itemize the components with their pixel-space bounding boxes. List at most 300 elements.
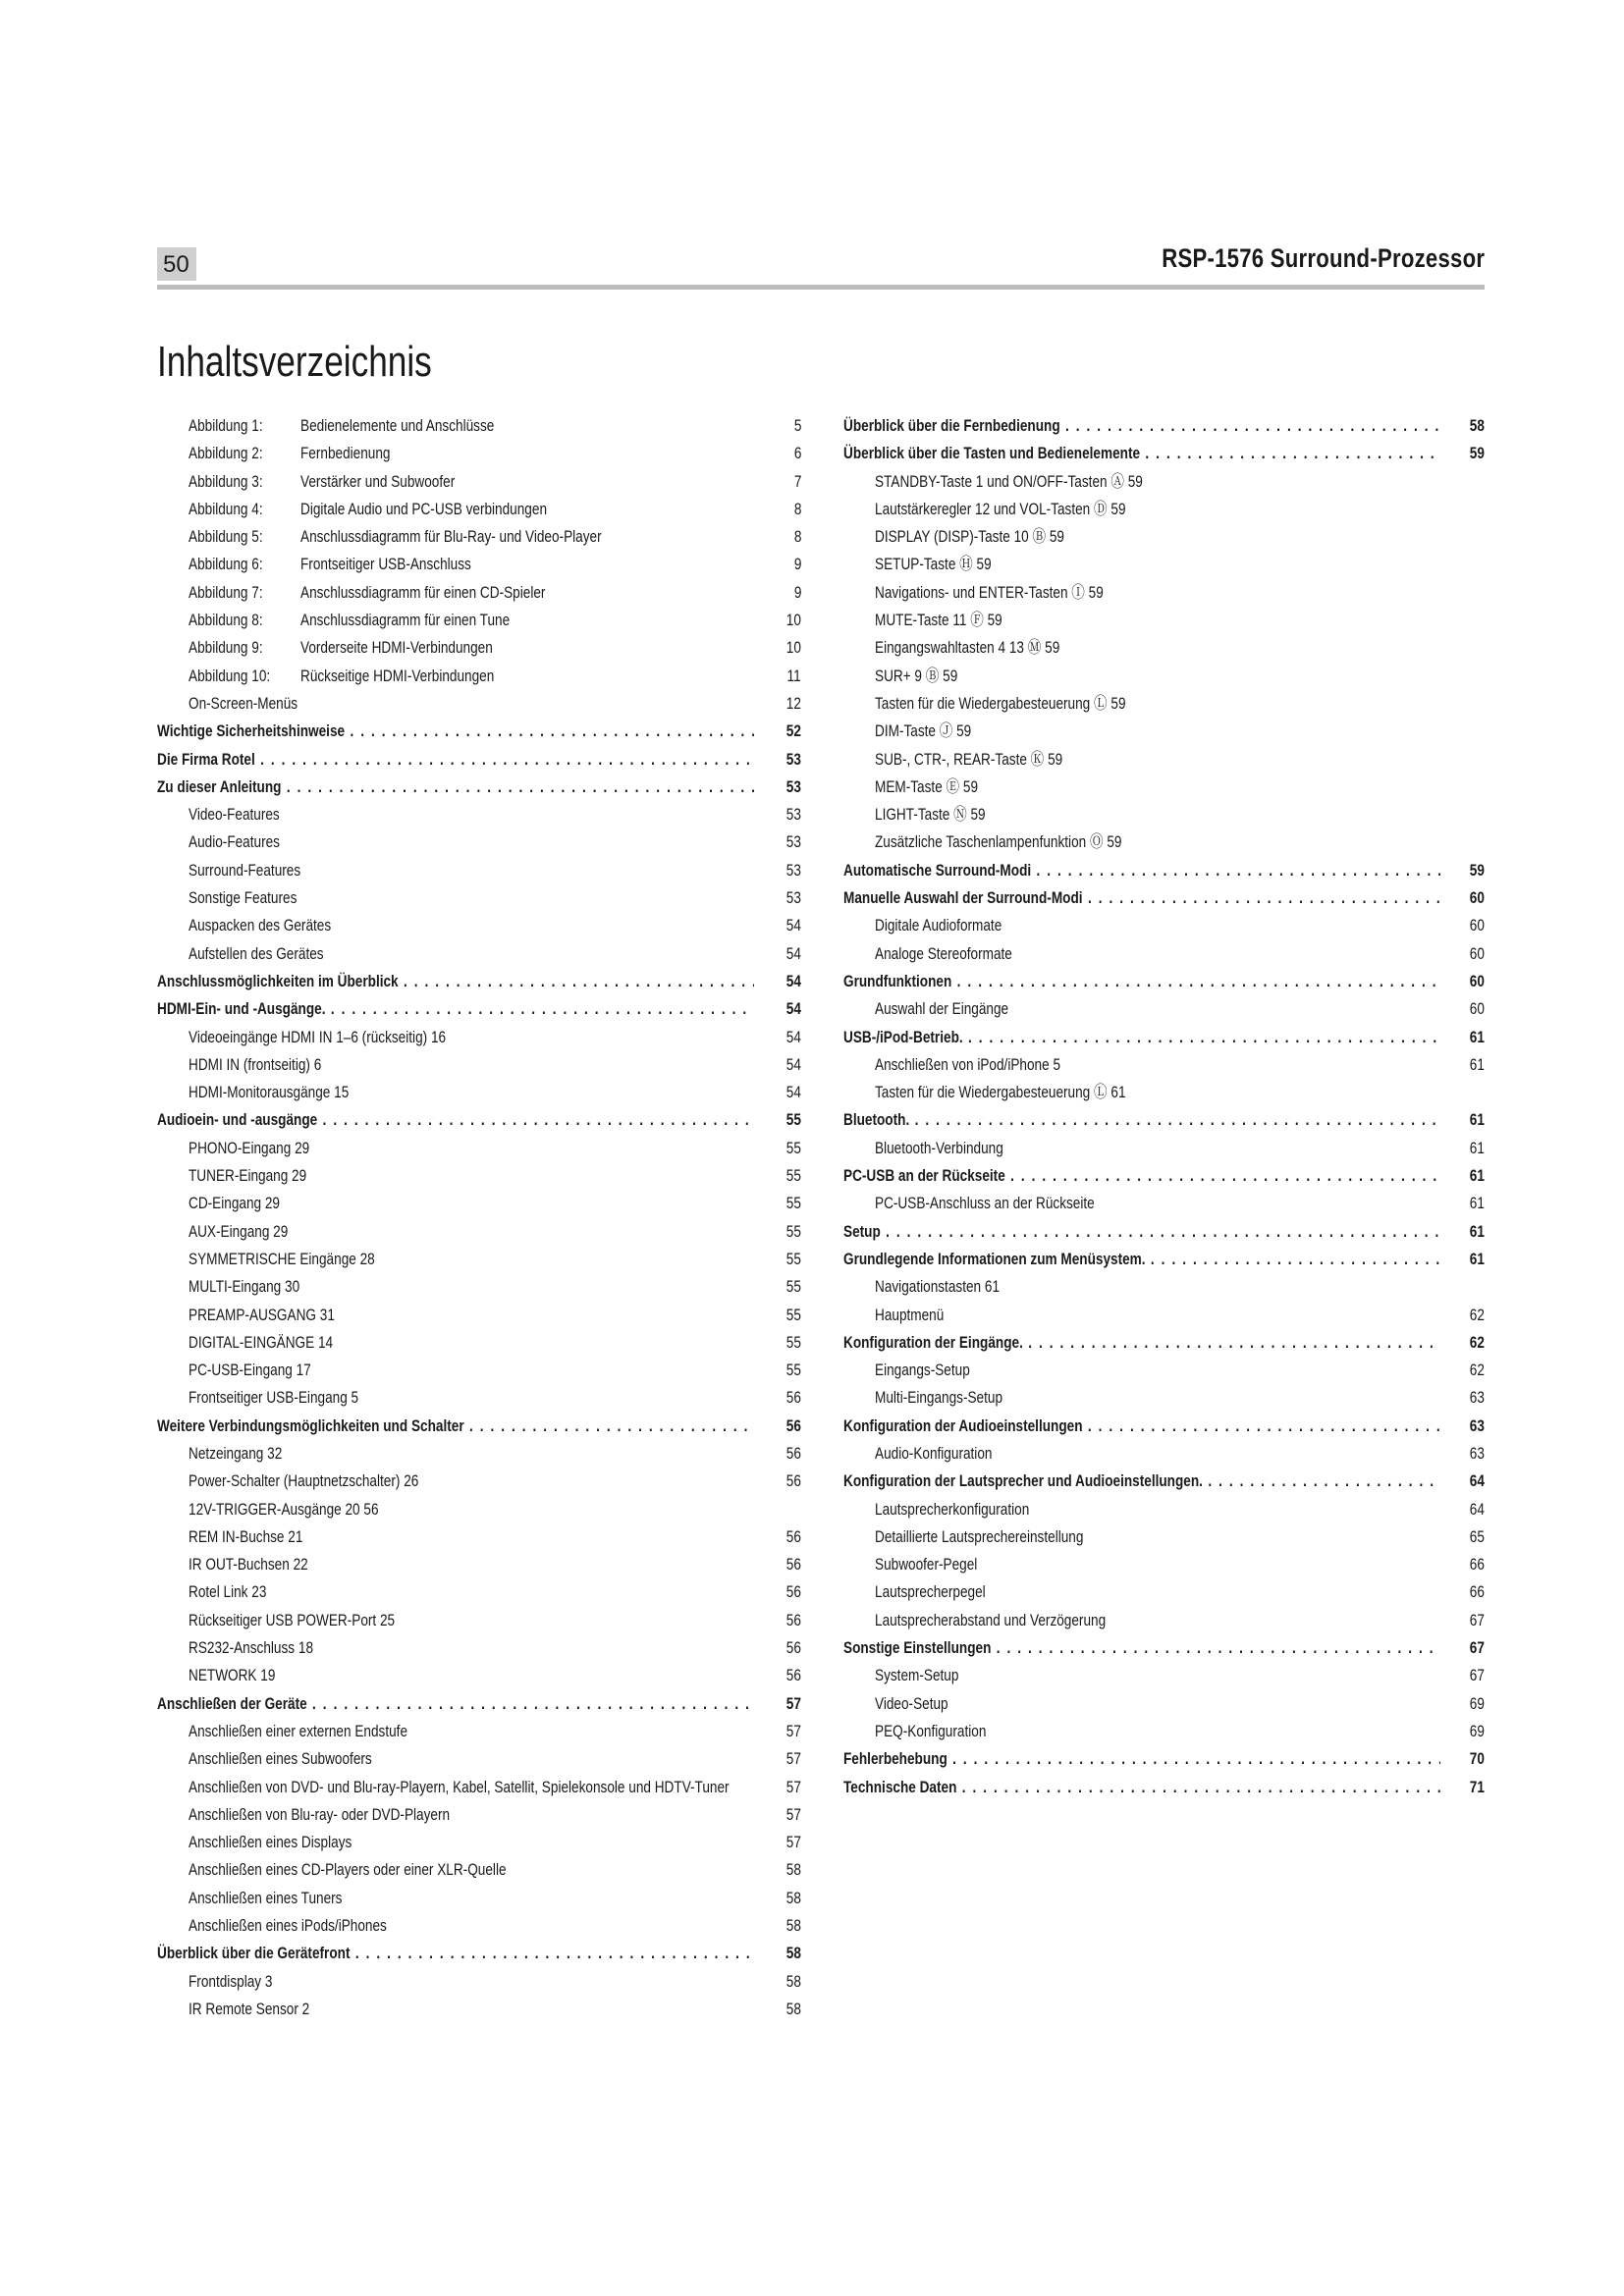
toc-entry-label: Multi-Eingangs-Setup xyxy=(875,1388,1003,1408)
toc-entry-page: 55 xyxy=(785,1194,801,1213)
toc-entry-label: Lautsprecherkonfiguration xyxy=(875,1499,1030,1519)
toc-entry-page: 5 xyxy=(793,416,801,435)
toc-entry-page: 67 xyxy=(1465,1634,1485,1662)
toc-subentry[interactable] xyxy=(843,551,1485,578)
toc-figure-caption: Rückseitige HDMI-Verbindungen xyxy=(300,666,495,685)
toc-subentry[interactable] xyxy=(157,1856,801,1884)
toc-figure-entry[interactable] xyxy=(157,579,801,607)
toc-subentry[interactable] xyxy=(843,1384,1485,1412)
toc-entry-page: 69 xyxy=(1469,1693,1485,1713)
toc-entry-label: Anschlussmöglichkeiten im Überblick . . . xyxy=(157,968,754,995)
toc-entry-page: 56 xyxy=(785,1555,801,1575)
toc-entry-page: 58 xyxy=(782,1940,801,1967)
toc-entry-page: 56 xyxy=(785,1638,801,1658)
toc-subentry[interactable] xyxy=(157,1162,801,1190)
toc-entry-page: 67 xyxy=(1469,1610,1485,1629)
toc-subentry[interactable] xyxy=(843,663,1485,690)
toc-entry-page: 61 xyxy=(1465,1218,1485,1246)
toc-entry-label: Wichtige Sicherheitshinweise . . . xyxy=(157,718,754,745)
toc-entry-page: 63 xyxy=(1469,1443,1485,1463)
toc-entry-label: Anschließen eines CD-Players oder einer XLR-Quelle xyxy=(189,1860,507,1880)
toc-entry-page: 7 xyxy=(793,471,801,491)
toc-figure-caption: Verstärker und Subwoofer xyxy=(300,471,456,491)
toc-entry-label: NETWORK 19 xyxy=(189,1666,276,1685)
toc-subentry[interactable] xyxy=(157,801,801,828)
toc-entry-page: 53 xyxy=(785,805,801,825)
toc-entry-label: Hauptmenü xyxy=(875,1305,945,1324)
toc-figure-entry[interactable] xyxy=(157,496,801,523)
toc-entry-label: Manuelle Auswahl der Surround-Modi . . . xyxy=(843,884,1440,912)
toc-subentry[interactable] xyxy=(157,1523,801,1551)
toc-subentry[interactable] xyxy=(843,1496,1485,1523)
toc-section-entry[interactable] xyxy=(157,995,801,1023)
toc-figure-caption: Fernbedienung xyxy=(300,444,391,463)
toc-section-entry[interactable] xyxy=(843,1413,1485,1440)
toc-section-entry[interactable] xyxy=(843,1106,1485,1134)
toc-entry-label: 12V-TRIGGER-Ausgänge 20 56 xyxy=(189,1499,379,1519)
toc-subentry[interactable] xyxy=(843,1051,1485,1079)
toc-entry-label: Abbildung 1: xyxy=(189,416,263,435)
toc-entry-label: Eingangswahltasten 4 13 Ⓜ 59 xyxy=(875,638,1060,658)
toc-entry-label: SUB-, CTR-, REAR-Taste Ⓚ 59 xyxy=(875,749,1063,769)
toc-section-entry[interactable] xyxy=(843,1162,1485,1190)
toc-subentry[interactable] xyxy=(157,1662,801,1689)
header-rule xyxy=(157,285,1485,290)
toc-subentry[interactable] xyxy=(157,1329,801,1357)
toc-entry-page: 56 xyxy=(785,1610,801,1629)
toc-subentry[interactable] xyxy=(843,690,1485,718)
toc-entry-page: 60 xyxy=(1469,943,1485,963)
toc-entry-page: 55 xyxy=(785,1277,801,1297)
toc-entry-label: CD-Eingang 29 xyxy=(189,1194,280,1213)
toc-entry-label: DISPLAY (DISP)-Taste 10 Ⓑ 59 xyxy=(875,527,1064,547)
toc-subentry[interactable] xyxy=(843,1523,1485,1551)
toc-entry-label: Lautsprecherabstand und Verzögerung xyxy=(875,1610,1107,1629)
toc-entry-label: Überblick über die Tasten und Bedienelemente . . . xyxy=(843,440,1440,467)
toc-entry-label: Abbildung 2: xyxy=(189,444,263,463)
toc-entry-label: PC-USB-Eingang 17 xyxy=(189,1361,311,1380)
toc-entry-label: Überblick über die Fernbedienung . . . xyxy=(843,412,1440,440)
toc-section-entry[interactable] xyxy=(843,1634,1485,1662)
toc-subentry[interactable] xyxy=(157,1885,801,1912)
toc-subentry[interactable] xyxy=(157,1273,801,1301)
toc-subentry[interactable] xyxy=(843,1357,1485,1384)
toc-right-column xyxy=(843,412,1485,1801)
toc-section-entry[interactable] xyxy=(157,1690,801,1718)
toc-entry-label: Tasten für die Wiedergabesteuerung Ⓛ 61 xyxy=(875,1083,1126,1102)
toc-subentry[interactable] xyxy=(843,1718,1485,1745)
toc-entry-label: Setup . . . xyxy=(843,1218,1440,1246)
toc-entry-page: 61 xyxy=(1469,1194,1485,1213)
toc-entry-page: 54 xyxy=(782,968,801,995)
toc-figure-entry[interactable] xyxy=(157,523,801,551)
toc-entry-label: STANDBY-Taste 1 und ON/OFF-Tasten Ⓐ 59 xyxy=(875,471,1143,491)
toc-entry-label: Technische Daten . . . xyxy=(843,1774,1440,1801)
toc-entry-label: Konfiguration der Audioeinstellungen . . . xyxy=(843,1413,1440,1440)
toc-entry-label: Navigationstasten 61 xyxy=(875,1277,1001,1297)
toc-section-entry[interactable] xyxy=(843,1024,1485,1051)
toc-entry-page: 61 xyxy=(1469,1054,1485,1074)
toc-entry-page: 53 xyxy=(782,774,801,801)
toc-subentry[interactable] xyxy=(157,1551,801,1578)
toc-entry-page: 52 xyxy=(782,718,801,745)
toc-entry-page: 56 xyxy=(785,1471,801,1491)
toc-entry-page: 63 xyxy=(1465,1413,1485,1440)
toc-subentry[interactable] xyxy=(157,1578,801,1606)
toc-entry-page: 67 xyxy=(1469,1666,1485,1685)
toc-subentry[interactable] xyxy=(843,746,1485,774)
toc-entry-page: 54 xyxy=(782,995,801,1023)
toc-entry-page: 71 xyxy=(1465,1774,1485,1801)
toc-section-entry[interactable] xyxy=(843,1468,1485,1495)
toc-entry-page: 9 xyxy=(793,582,801,602)
toc-entry-label: Überblick über die Gerätefront . . . xyxy=(157,1940,754,1967)
toc-entry-label: Navigations- und ENTER-Tasten Ⓘ 59 xyxy=(875,582,1104,602)
toc-entry-label: MULTI-Eingang 30 xyxy=(189,1277,300,1297)
toc-entry-label: Abbildung 8: xyxy=(189,611,263,630)
toc-section-entry[interactable] xyxy=(157,1413,801,1440)
toc-entry-page: 63 xyxy=(1469,1388,1485,1408)
toc-subentry[interactable] xyxy=(157,690,801,718)
toc-subentry[interactable] xyxy=(843,1607,1485,1634)
toc-entry-page: 55 xyxy=(782,1106,801,1134)
toc-entry-label: Anschließen eines Subwoofers xyxy=(189,1749,372,1769)
toc-entry-label: Abbildung 5: xyxy=(189,527,263,547)
toc-section-entry[interactable] xyxy=(157,718,801,745)
toc-entry-label: Detaillierte Lautsprechereinstellung xyxy=(875,1526,1084,1546)
toc-subentry[interactable] xyxy=(157,1357,801,1384)
toc-entry-label: Abbildung 6: xyxy=(189,555,263,574)
page-header xyxy=(157,243,1485,285)
toc-subentry[interactable] xyxy=(157,1468,801,1495)
toc-entry-label: LIGHT-Taste Ⓝ 59 xyxy=(875,805,986,825)
toc-entry-page: 57 xyxy=(785,1749,801,1769)
toc-figure-entry[interactable] xyxy=(157,607,801,634)
toc-entry-page: 62 xyxy=(1469,1305,1485,1324)
toc-entry-label: Auswahl der Eingänge xyxy=(875,999,1009,1019)
toc-entry-label: Bluetooth. . . . xyxy=(843,1106,1440,1134)
toc-entry-page: 53 xyxy=(782,746,801,774)
toc-entry-label: Audio-Features xyxy=(189,832,280,852)
toc-section-entry[interactable] xyxy=(843,412,1485,440)
toc-subentry[interactable] xyxy=(843,1690,1485,1718)
toc-entry-page: 55 xyxy=(785,1166,801,1186)
toc-subentry[interactable] xyxy=(157,1829,801,1856)
toc-entry-page: 65 xyxy=(1469,1526,1485,1546)
toc-entry-page: 54 xyxy=(785,943,801,963)
toc-subentry[interactable] xyxy=(157,884,801,912)
toc-section-entry[interactable] xyxy=(157,1106,801,1134)
toc-subentry[interactable] xyxy=(843,1578,1485,1606)
toc-entry-page: 60 xyxy=(1465,968,1485,995)
toc-entry-page: 54 xyxy=(785,1027,801,1046)
toc-entry-page: 60 xyxy=(1465,884,1485,912)
toc-subentry[interactable] xyxy=(157,1774,801,1801)
toc-subentry[interactable] xyxy=(157,1024,801,1051)
toc-subentry[interactable] xyxy=(843,1302,1485,1329)
toc-subentry[interactable] xyxy=(843,1440,1485,1468)
toc-subentry[interactable] xyxy=(843,1551,1485,1578)
toc-title: Inhaltsverzeichnis xyxy=(157,338,432,386)
toc-section-entry[interactable] xyxy=(843,968,1485,995)
toc-section-entry[interactable] xyxy=(157,1940,801,1967)
toc-subentry[interactable] xyxy=(843,1135,1485,1162)
page-number: 50 xyxy=(157,247,196,281)
toc-entry-label: Die Firma Rotel . . . xyxy=(157,746,754,774)
toc-entry-label: Frontseitiger USB-Eingang 5 xyxy=(189,1388,359,1408)
toc-entry-label: MUTE-Taste 11 Ⓕ 59 xyxy=(875,611,1002,630)
toc-subentry[interactable] xyxy=(843,579,1485,607)
toc-section-entry[interactable] xyxy=(843,1329,1485,1357)
toc-entry-page: 12 xyxy=(785,693,801,713)
toc-subentry[interactable] xyxy=(843,607,1485,634)
toc-subentry[interactable] xyxy=(157,1968,801,1996)
toc-entry-page: 57 xyxy=(782,1690,801,1718)
toc-entry-page: 58 xyxy=(785,1916,801,1936)
toc-figure-entry[interactable] xyxy=(157,412,801,440)
toc-entry-label: Video-Features xyxy=(189,805,280,825)
toc-subentry[interactable] xyxy=(157,1607,801,1634)
toc-subentry[interactable] xyxy=(157,1801,801,1829)
toc-entry-label: Video-Setup xyxy=(875,1693,948,1713)
toc-subentry[interactable] xyxy=(843,912,1485,939)
toc-entry-page: 8 xyxy=(793,499,801,518)
toc-entry-page: 10 xyxy=(785,638,801,658)
toc-entry-label: Zu dieser Anleitung . . . xyxy=(157,774,754,801)
toc-subentry[interactable] xyxy=(157,1218,801,1246)
toc-entry-label: Surround-Features xyxy=(189,860,301,880)
toc-entry-label: IR Remote Sensor 2 xyxy=(189,1999,310,2018)
toc-subentry[interactable] xyxy=(157,940,801,968)
toc-entry-label: Anschließen von iPod/iPhone 5 xyxy=(875,1054,1061,1074)
toc-figure-entry[interactable] xyxy=(157,440,801,467)
toc-entry-page: 57 xyxy=(785,1804,801,1824)
toc-entry-label: TUNER-Eingang 29 xyxy=(189,1166,307,1186)
toc-entry-label: SUR+ 9 Ⓑ 59 xyxy=(875,666,958,685)
toc-section-entry[interactable] xyxy=(843,857,1485,884)
toc-entry-page: 56 xyxy=(785,1388,801,1408)
toc-figure-entry[interactable] xyxy=(157,663,801,690)
toc-subentry[interactable] xyxy=(157,1745,801,1773)
toc-subentry[interactable] xyxy=(157,1302,801,1329)
toc-entry-label: PHONO-Eingang 29 xyxy=(189,1138,310,1157)
toc-entry-label: Bluetooth-Verbindung xyxy=(875,1138,1003,1157)
toc-subentry[interactable] xyxy=(843,634,1485,662)
toc-entry-page: 58 xyxy=(785,1971,801,1991)
toc-subentry[interactable] xyxy=(157,857,801,884)
toc-entry-page: 55 xyxy=(785,1221,801,1241)
toc-subentry[interactable] xyxy=(843,1079,1485,1106)
toc-entry-label: Anschließen von DVD- und Blu-ray-Playern, Kabel, Satellit, Spielekonsole und HDTV-Tuner xyxy=(189,1777,730,1796)
toc-entry-page: 58 xyxy=(785,1860,801,1880)
toc-section-entry[interactable] xyxy=(843,884,1485,912)
toc-subentry[interactable] xyxy=(157,1440,801,1468)
toc-entry-label: DIGITAL-EINGÄNGE 14 xyxy=(189,1332,334,1352)
toc-entry-label: HDMI-Ein- und -Ausgänge. . . . xyxy=(157,995,754,1023)
toc-figure-entry[interactable] xyxy=(157,634,801,662)
toc-entry-label: PEQ-Konfiguration xyxy=(875,1721,987,1740)
toc-entry-label: Rückseitiger USB POWER-Port 25 xyxy=(189,1610,396,1629)
toc-entry-label: USB-/iPod-Betrieb. . . . xyxy=(843,1024,1440,1051)
toc-entry-label: SYMMETRISCHE Eingänge 28 xyxy=(189,1249,375,1268)
toc-entry-label: PREAMP-AUSGANG 31 xyxy=(189,1305,335,1324)
toc-entry-page: 61 xyxy=(1469,1138,1485,1157)
toc-entry-label: Abbildung 9: xyxy=(189,638,263,658)
toc-figure-caption: Frontseitiger USB-Anschluss xyxy=(300,555,471,574)
toc-entry-label: Zusätzliche Taschenlampenfunktion Ⓞ 59 xyxy=(875,832,1122,852)
toc-subentry[interactable] xyxy=(843,995,1485,1023)
toc-entry-page: 57 xyxy=(785,1721,801,1740)
toc-entry-page: 55 xyxy=(785,1249,801,1268)
toc-entry-page: 60 xyxy=(1469,999,1485,1019)
toc-entry-label: PC-USB-Anschluss an der Rückseite xyxy=(875,1194,1095,1213)
toc-entry-page: 57 xyxy=(785,1833,801,1852)
toc-entry-label: Analoge Stereoformate xyxy=(875,943,1012,963)
toc-entry-label: Anschließen einer externen Endstufe xyxy=(189,1721,408,1740)
toc-figure-caption: Vorderseite HDMI-Verbindungen xyxy=(300,638,493,658)
toc-figure-caption: Anschlussdiagramm für einen CD-Spieler xyxy=(300,582,546,602)
toc-subentry[interactable] xyxy=(843,801,1485,828)
toc-entry-page: 54 xyxy=(785,916,801,935)
toc-subentry[interactable] xyxy=(157,1996,801,2023)
toc-subentry[interactable] xyxy=(843,496,1485,523)
toc-entry-label: IR OUT-Buchsen 22 xyxy=(189,1555,308,1575)
toc-subentry[interactable] xyxy=(157,1051,801,1079)
toc-entry-label: Abbildung 3: xyxy=(189,471,263,491)
toc-entry-page: 9 xyxy=(793,555,801,574)
toc-entry-label: Sonstige Einstellungen . . . xyxy=(843,1634,1440,1662)
toc-entry-page: 62 xyxy=(1469,1361,1485,1380)
toc-subentry[interactable] xyxy=(843,1190,1485,1217)
toc-subentry[interactable] xyxy=(157,1246,801,1273)
toc-figure-caption: Anschlussdiagramm für einen Tune xyxy=(300,611,511,630)
toc-entry-page: 61 xyxy=(1465,1106,1485,1134)
toc-subentry[interactable] xyxy=(157,1912,801,1940)
toc-figure-entry[interactable] xyxy=(157,468,801,496)
running-title: RSP-1576 Surround-Prozessor xyxy=(1162,243,1485,273)
toc-entry-label: Lautsprecherpegel xyxy=(875,1582,986,1602)
toc-entry-label: Konfiguration der Lautsprecher und Audioeinstellungen. . . . xyxy=(843,1468,1440,1495)
toc-entry-page: 64 xyxy=(1469,1499,1485,1519)
toc-figure-caption: Digitale Audio und PC-USB verbindungen xyxy=(300,499,548,518)
toc-section-entry[interactable] xyxy=(157,774,801,801)
toc-entry-page: 56 xyxy=(785,1526,801,1546)
toc-section-entry[interactable] xyxy=(843,1745,1485,1773)
toc-entry-label: Netzeingang 32 xyxy=(189,1443,283,1463)
toc-entry-page: 53 xyxy=(785,832,801,852)
toc-entry-label: Aufstellen des Gerätes xyxy=(189,943,324,963)
toc-figure-caption: Bedienelemente und Anschlüsse xyxy=(300,416,495,435)
toc-subentry[interactable] xyxy=(843,1273,1485,1301)
toc-entry-label: Subwoofer-Pegel xyxy=(875,1555,978,1575)
toc-figure-caption: Anschlussdiagramm für Blu-Ray- und Video-Player xyxy=(300,527,602,547)
toc-entry-label: Anschließen der Geräte . . . xyxy=(157,1690,754,1718)
toc-entry-page: 62 xyxy=(1465,1329,1485,1357)
toc-subentry[interactable] xyxy=(157,828,801,856)
toc-entry-label: Lautstärkeregler 12 und VOL-Tasten Ⓓ 59 xyxy=(875,499,1126,518)
toc-section-entry[interactable] xyxy=(157,968,801,995)
toc-entry-label: Anschließen eines Displays xyxy=(189,1833,352,1852)
toc-subentry[interactable] xyxy=(843,523,1485,551)
toc-entry-label: Frontdisplay 3 xyxy=(189,1971,273,1991)
toc-entry-page: 66 xyxy=(1469,1582,1485,1602)
toc-entry-page: 56 xyxy=(785,1582,801,1602)
toc-subentry[interactable] xyxy=(157,912,801,939)
toc-entry-label: PC-USB an der Rückseite . . . xyxy=(843,1162,1440,1190)
toc-entry-page: 60 xyxy=(1469,916,1485,935)
toc-entry-label: Fehlerbehebung . . . xyxy=(843,1745,1440,1773)
toc-entry-label: Audio-Konfiguration xyxy=(875,1443,993,1463)
toc-entry-label: HDMI-Monitorausgänge 15 xyxy=(189,1083,350,1102)
toc-entry-page: 69 xyxy=(1469,1721,1485,1740)
toc-entry-label: Weitere Verbindungsmöglichkeiten und Schalter . . . xyxy=(157,1413,754,1440)
toc-entry-label: Abbildung 10: xyxy=(189,666,271,685)
toc-subentry[interactable] xyxy=(843,828,1485,856)
toc-entry-label: MEM-Taste Ⓔ 59 xyxy=(875,776,979,796)
toc-entry-page: 61 xyxy=(1465,1024,1485,1051)
toc-entry-label: Anschließen eines iPods/iPhones xyxy=(189,1916,387,1936)
toc-subentry[interactable] xyxy=(157,1634,801,1662)
toc-entry-label: Sonstige Features xyxy=(189,888,298,908)
toc-subentry[interactable] xyxy=(157,1496,801,1523)
toc-subentry[interactable] xyxy=(843,468,1485,496)
toc-entry-page: 8 xyxy=(793,527,801,547)
toc-subentry[interactable] xyxy=(157,1384,801,1412)
toc-section-entry[interactable] xyxy=(843,1218,1485,1246)
toc-entry-label: Automatische Surround-Modi . . . xyxy=(843,857,1440,884)
toc-subentry[interactable] xyxy=(157,1718,801,1745)
toc-section-entry[interactable] xyxy=(157,746,801,774)
toc-entry-page: 56 xyxy=(782,1413,801,1440)
toc-entry-page: 64 xyxy=(1465,1468,1485,1495)
toc-section-entry[interactable] xyxy=(843,1246,1485,1273)
toc-subentry[interactable] xyxy=(843,718,1485,745)
toc-section-entry[interactable] xyxy=(843,440,1485,467)
toc-entry-label: DIM-Taste Ⓙ 59 xyxy=(875,721,972,741)
toc-subentry[interactable] xyxy=(157,1135,801,1162)
toc-entry-page: 58 xyxy=(785,1999,801,2018)
toc-entry-label: REM IN-Buchse 21 xyxy=(189,1526,303,1546)
toc-entry-page: 55 xyxy=(785,1138,801,1157)
toc-subentry[interactable] xyxy=(843,940,1485,968)
toc-entry-label: Eingangs-Setup xyxy=(875,1361,970,1380)
toc-entry-page: 53 xyxy=(785,860,801,880)
toc-entry-label: Digitale Audioformate xyxy=(875,916,1002,935)
toc-figure-entry[interactable] xyxy=(157,551,801,578)
toc-entry-page: 6 xyxy=(793,444,801,463)
toc-entry-label: Abbildung 4: xyxy=(189,499,263,518)
toc-entry-label: Grundfunktionen . . . xyxy=(843,968,1440,995)
toc-entry-page: 56 xyxy=(785,1443,801,1463)
toc-entry-page: 57 xyxy=(785,1777,801,1796)
toc-entry-label: System-Setup xyxy=(875,1666,959,1685)
toc-entry-label: AUX-Eingang 29 xyxy=(189,1221,289,1241)
toc-section-entry[interactable] xyxy=(843,1774,1485,1801)
toc-subentry[interactable] xyxy=(843,1662,1485,1689)
toc-entry-label: Audioein- und -ausgänge . . . xyxy=(157,1106,754,1134)
toc-entry-page: 10 xyxy=(785,611,801,630)
toc-subentry[interactable] xyxy=(157,1079,801,1106)
toc-entry-page: 54 xyxy=(785,1054,801,1074)
toc-entry-label: Grundlegende Informationen zum Menüsystem. . . . xyxy=(843,1246,1440,1273)
toc-entry-label: Abbildung 7: xyxy=(189,582,263,602)
toc-subentry[interactable] xyxy=(843,774,1485,801)
toc-entry-label: Power-Schalter (Hauptnetzschalter) 26 xyxy=(189,1471,419,1491)
toc-subentry[interactable] xyxy=(157,1190,801,1217)
toc-entry-page: 70 xyxy=(1465,1745,1485,1773)
toc-entry-page: 55 xyxy=(785,1361,801,1380)
toc-entry-label: Konfiguration der Eingänge. . . . xyxy=(843,1329,1440,1357)
